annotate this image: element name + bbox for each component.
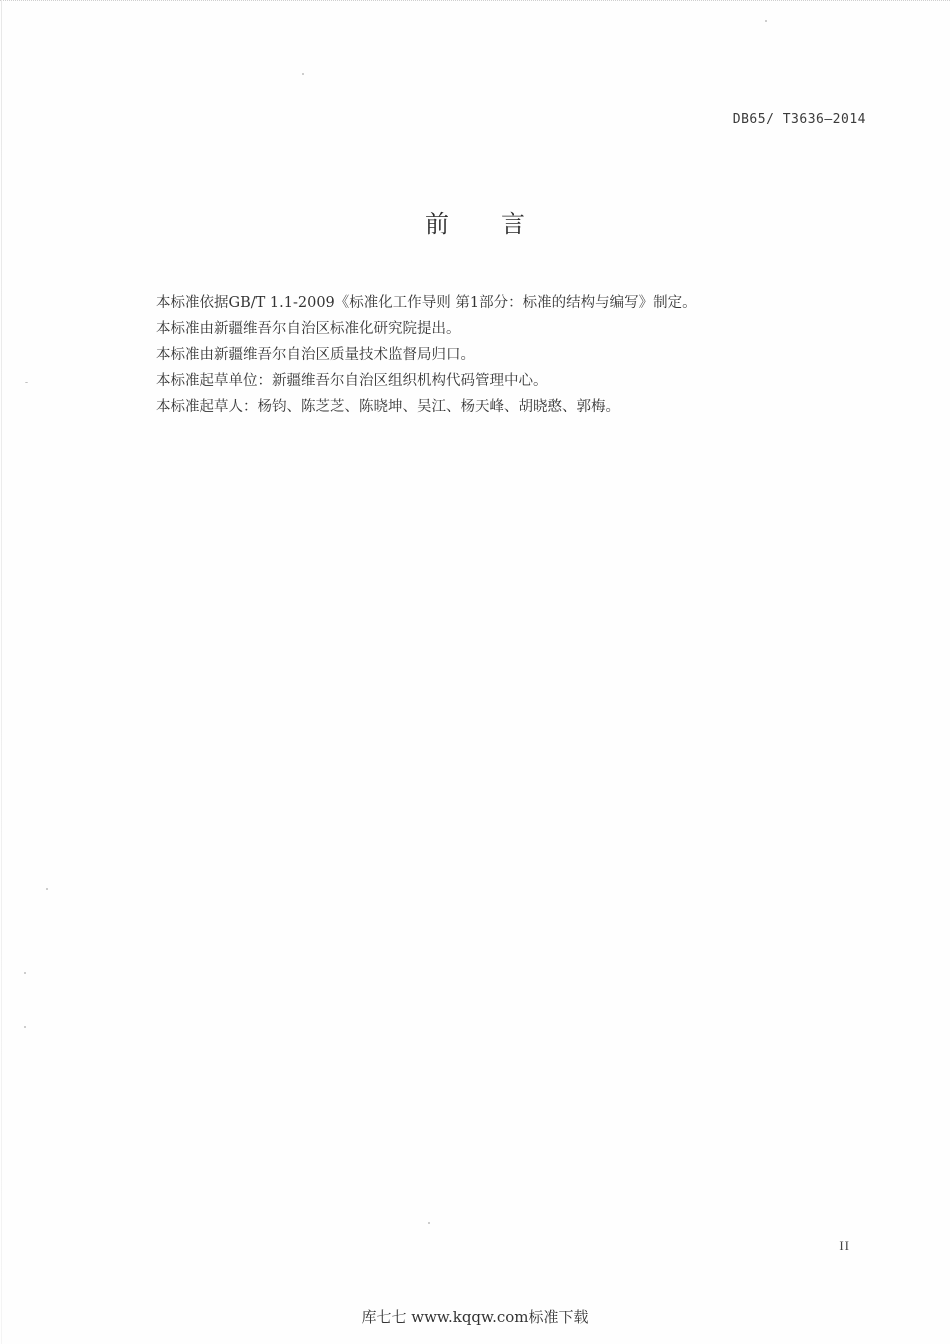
scan-left-edge [1,0,2,1344]
paragraph-administrator: 本标准由新疆维吾尔自治区质量技术监督局归口。 [156,347,475,363]
scan-speck [302,73,304,75]
scan-speck [24,972,26,974]
scan-speck [765,20,767,22]
paragraph-proposer: 本标准由新疆维吾尔自治区标准化研究院提出。 [156,321,461,337]
paragraph-drafters: 本标准起草人：杨钧、陈芝芝、陈晓坤、吴江、杨天峰、胡晓憨、郭梅。 [156,399,620,415]
scan-speck [25,382,28,383]
page-title: 前言 [425,210,577,238]
document-code: DB65/ T3636—2014 [732,112,866,127]
footer-watermark: 库七七 www.kqqw.com标准下载 [361,1308,589,1326]
paragraph-basis: 本标准依据GB/T 1.1-2009《标准化工作导则 第1部分：标准的结构与编写》制定。 [156,295,697,311]
scan-speck [428,1222,430,1224]
paragraph-drafting-unit: 本标准起草单位：新疆维吾尔自治区组织机构代码管理中心。 [156,373,548,389]
scan-speck [46,888,48,890]
scan-speck [24,1026,26,1028]
scan-top-edge [0,0,950,7]
page-number: II [839,1238,850,1253]
foreword-body [156,290,856,420]
